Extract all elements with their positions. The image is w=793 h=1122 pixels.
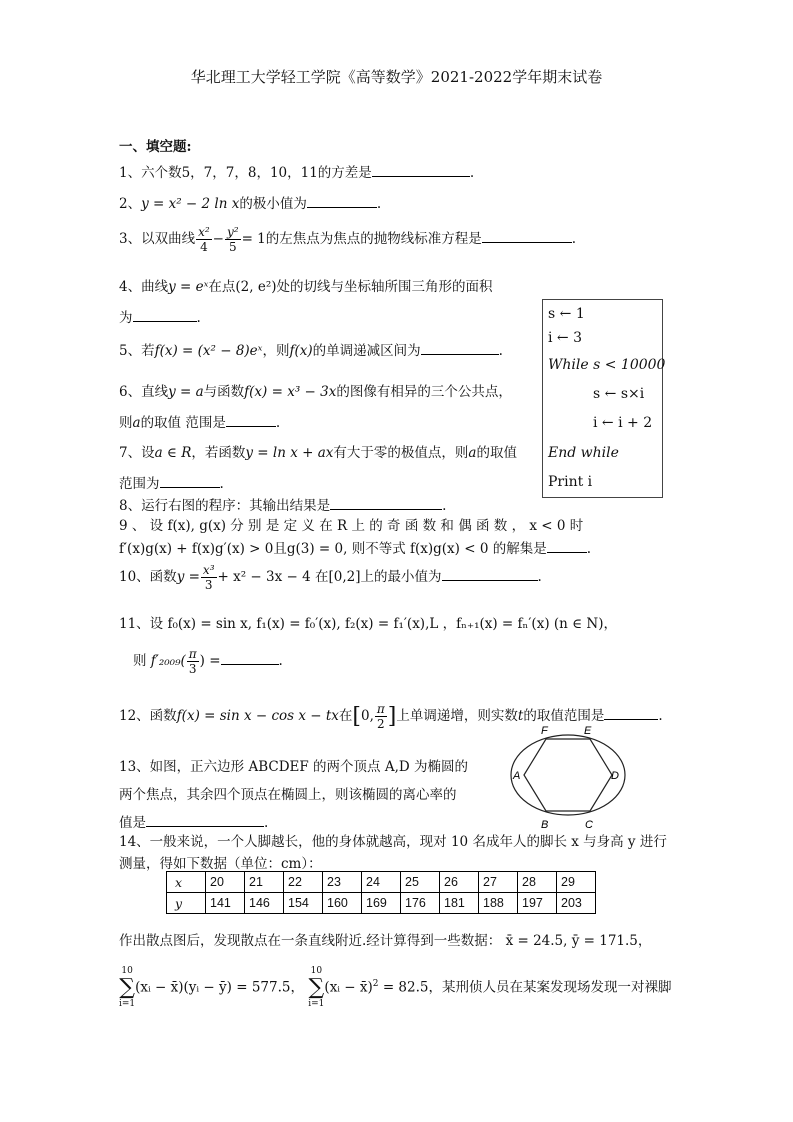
- question-11: 11、设 f₀(x) = sin x, f₁(x) = f₀′(x), f₂(x) = f₁′(x),L ，fₙ₊₁(x) = fₙ′(x) (n ∈ N)，: [119, 616, 617, 632]
- question-4-line2: 为 .: [119, 310, 201, 326]
- question-8: 8、运行右图的程序：其输出结果是 .: [119, 498, 447, 514]
- question-7: 7、设a ∈ R，若函数y = ln x + ax有大于零的极值点，则a的取值: [119, 445, 517, 461]
- answer-blank[interactable]: [221, 652, 279, 665]
- program-line: i ← i + 2: [593, 415, 653, 431]
- table-cell: 21: [245, 872, 284, 893]
- program-line: End while: [548, 445, 619, 461]
- page-title: 华北理工大学轻工学院《高等数学》2021-2022学年期末试卷: [190, 68, 603, 86]
- label-C: C: [585, 819, 593, 831]
- answer-blank[interactable]: [547, 540, 587, 553]
- table-cell: 27: [479, 872, 518, 893]
- table-cell: 28: [518, 872, 557, 893]
- answer-blank[interactable]: [482, 230, 572, 243]
- question-9-line2: f′(x)g(x) + f(x)g′(x) > 0且g(3) = 0, 则不等式 f(x)g(x) < 0 的解集是 .: [119, 541, 591, 557]
- question-9: 9 、 设 f(x), g(x) 分 别 是 定 义 在 R 上 的 奇 函 数 和 偶 函 数 ， x < 0 时: [119, 518, 584, 534]
- question-14-line3: 作出散点图后，发现散点在一条直线附近.经计算得到一些数据： x̄ = 24.5, ȳ = 171.5，: [119, 933, 652, 949]
- question-3: 3、以双曲线 $\frac{\text{x²}}{4}$ − $\frac{\text{y²}}{5}$ = 1的左焦点为焦点的抛物线标准方程是 .: [119, 225, 577, 254]
- question-7-line2: 范围为 .: [119, 476, 224, 492]
- label-D: D: [611, 770, 619, 782]
- answer-blank[interactable]: [133, 309, 197, 322]
- table-cell: 20: [206, 872, 245, 893]
- table-cell: 176: [401, 893, 440, 914]
- ellipse-shape: [511, 735, 625, 815]
- table-cell: 154: [284, 893, 323, 914]
- question-13-line2: 两个焦点，其余四个顶点在椭圆上，则该椭圆的离心率的: [119, 787, 457, 803]
- table-header: y: [167, 893, 206, 914]
- question-5: 5、若f(x) = (x² − 8)eˣ，则f(x)的单调递减区间为 .: [119, 343, 503, 359]
- label-F: F: [541, 725, 548, 737]
- table-cell: 146: [245, 893, 284, 914]
- table-cell: 23: [323, 872, 362, 893]
- label-B: B: [541, 819, 549, 831]
- question-14-sums: 10 ∑ i=1 (xᵢ − x̄)(yᵢ − ȳ) = 577.5， 10 ∑ i=1 (xᵢ − x̄)$^2$ = 82.5，某刑侦人员在某案发现场发现一对裸脚: [119, 966, 672, 1009]
- section-heading: 一、填空题:: [119, 139, 192, 155]
- program-line: i ← 3: [548, 330, 583, 346]
- data-table: [166, 871, 596, 914]
- question-14: 14、一般来说，一个人脚越长，他的身体就越高，现对 10 名成年人的脚长 x 与身高 y 进行: [119, 834, 667, 850]
- question-13-line3: 值是 .: [119, 815, 269, 831]
- answer-blank[interactable]: [442, 568, 538, 581]
- program-line: While s < 10000: [548, 357, 666, 373]
- table-cell: 197: [518, 893, 557, 914]
- label-A: A: [513, 770, 521, 782]
- answer-blank[interactable]: [421, 342, 499, 355]
- table-row-x: [167, 872, 596, 893]
- table-cell: 169: [362, 893, 401, 914]
- question-1: 1、六个数5，7，7，8，10，11的方差是 .: [119, 165, 475, 181]
- answer-blank[interactable]: [226, 414, 276, 427]
- answer-blank[interactable]: [330, 497, 442, 510]
- question-6-line2: 则a的取值 范围是 .: [119, 415, 281, 431]
- answer-blank[interactable]: [604, 707, 658, 720]
- hexagon-shape: [524, 739, 612, 811]
- label-E: E: [584, 725, 592, 737]
- program-box: [542, 299, 666, 498]
- hexagon-ellipse-figure: [508, 722, 628, 832]
- answer-blank[interactable]: [160, 475, 220, 488]
- question-11-line2: 则 f′₂₀₀₉( $\frac{\pi}{3}$ ) = .: [133, 647, 283, 676]
- table-row-y: [167, 893, 596, 914]
- table-cell: 203: [557, 893, 596, 914]
- question-10: 10、函数y = $\frac{\text{x³}}{3}$ + x² − 3x − 4 在[0,2]上的最小值为 .: [119, 563, 542, 592]
- question-12: 12、函数f(x) = sin x − cos x − tx在[0, $\frac{\pi}{2}$ ]上单调递增，则实数t的取值范围是 .: [119, 702, 663, 731]
- question-13: 13、如图，正六边形 ABCDEF 的两个顶点 A,D 为椭圆的: [119, 759, 469, 775]
- table-cell: 181: [440, 893, 479, 914]
- program-line: Print i: [548, 474, 593, 490]
- answer-blank[interactable]: [307, 195, 377, 208]
- program-line: s ← 1: [548, 306, 585, 322]
- table-header: x: [167, 872, 206, 893]
- table-cell: 26: [440, 872, 479, 893]
- table-cell: 22: [284, 872, 323, 893]
- table-cell: 141: [206, 893, 245, 914]
- answer-blank[interactable]: [372, 164, 470, 177]
- table-cell: 24: [362, 872, 401, 893]
- question-2: 2、y = x² − 2 ln x的极小值为 .: [119, 196, 382, 212]
- question-14-line2: 测量，得如下数据（单位：cm）：: [119, 856, 322, 872]
- question-4: 4、曲线y = eˣ在点(2, e²)处的切线与坐标轴所围三角形的面积: [119, 279, 493, 295]
- table-cell: 25: [401, 872, 440, 893]
- table-cell: 188: [479, 893, 518, 914]
- question-6: 6、直线y = a与函数f(x) = x³ − 3x的图像有相异的三个公共点，: [119, 384, 512, 400]
- program-line: s ← s×i: [593, 386, 645, 402]
- answer-blank[interactable]: [146, 814, 264, 827]
- table-cell: 29: [557, 872, 596, 893]
- table-cell: 160: [323, 893, 362, 914]
